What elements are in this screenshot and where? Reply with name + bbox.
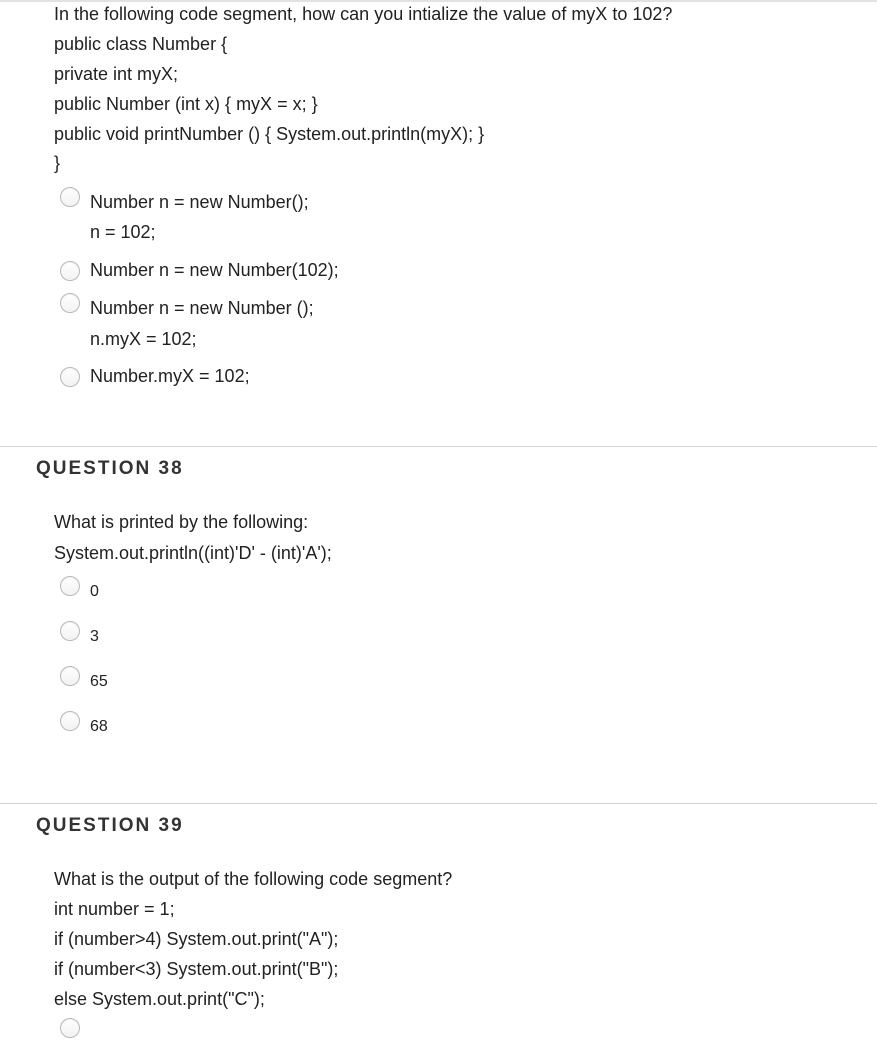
code-line: public Number (int x) { myX = x; } [54,94,318,114]
question-prompt: What is the output of the following code segment? [54,869,453,889]
option-text: Number.myX = 102; [90,366,250,386]
code-line: if (number<3) System.out.print("B"); [54,959,339,979]
option-text: 65 [90,673,108,690]
code-line: public class Number { [54,34,228,54]
radio-button[interactable] [60,666,80,686]
question-heading: QUESTION 39 [36,815,184,836]
code-line: int number = 1; [54,899,175,919]
code-line: if (number>4) System.out.print("A"); [54,929,339,949]
option-text: Number n = new Number(); [90,192,309,212]
option-text: 68 [90,718,108,735]
code-line: public void printNumber () { System.out.println(myX); } [54,124,485,144]
option-text: Number n = new Number (); [90,298,314,318]
option-text: n.myX = 102; [90,329,197,349]
code-line: System.out.println((int)'D' - (int)'A'); [54,543,332,563]
radio-button[interactable] [60,367,80,387]
radio-button[interactable] [60,711,80,731]
radio-button[interactable] [60,576,80,596]
question-prompt: In the following code segment, how can you intialize the value of myX to 102? [54,4,673,24]
radio-button[interactable] [60,261,80,281]
code-line: private int myX; [54,64,179,84]
top-divider [0,0,877,2]
code-line: } [54,153,61,173]
radio-button[interactable] [60,293,80,313]
option-text: 0 [90,583,99,600]
radio-button[interactable] [60,187,80,207]
option-text: 3 [90,628,99,645]
question-heading: QUESTION 38 [36,458,184,479]
code-line: else System.out.print("C"); [54,989,265,1009]
option-text: n = 102; [90,222,156,242]
question-divider [0,803,877,804]
radio-button[interactable] [60,1018,80,1038]
question-divider [0,446,877,447]
option-text: Number n = new Number(102); [90,260,339,280]
question-prompt: What is printed by the following: [54,512,309,532]
radio-button[interactable] [60,621,80,641]
